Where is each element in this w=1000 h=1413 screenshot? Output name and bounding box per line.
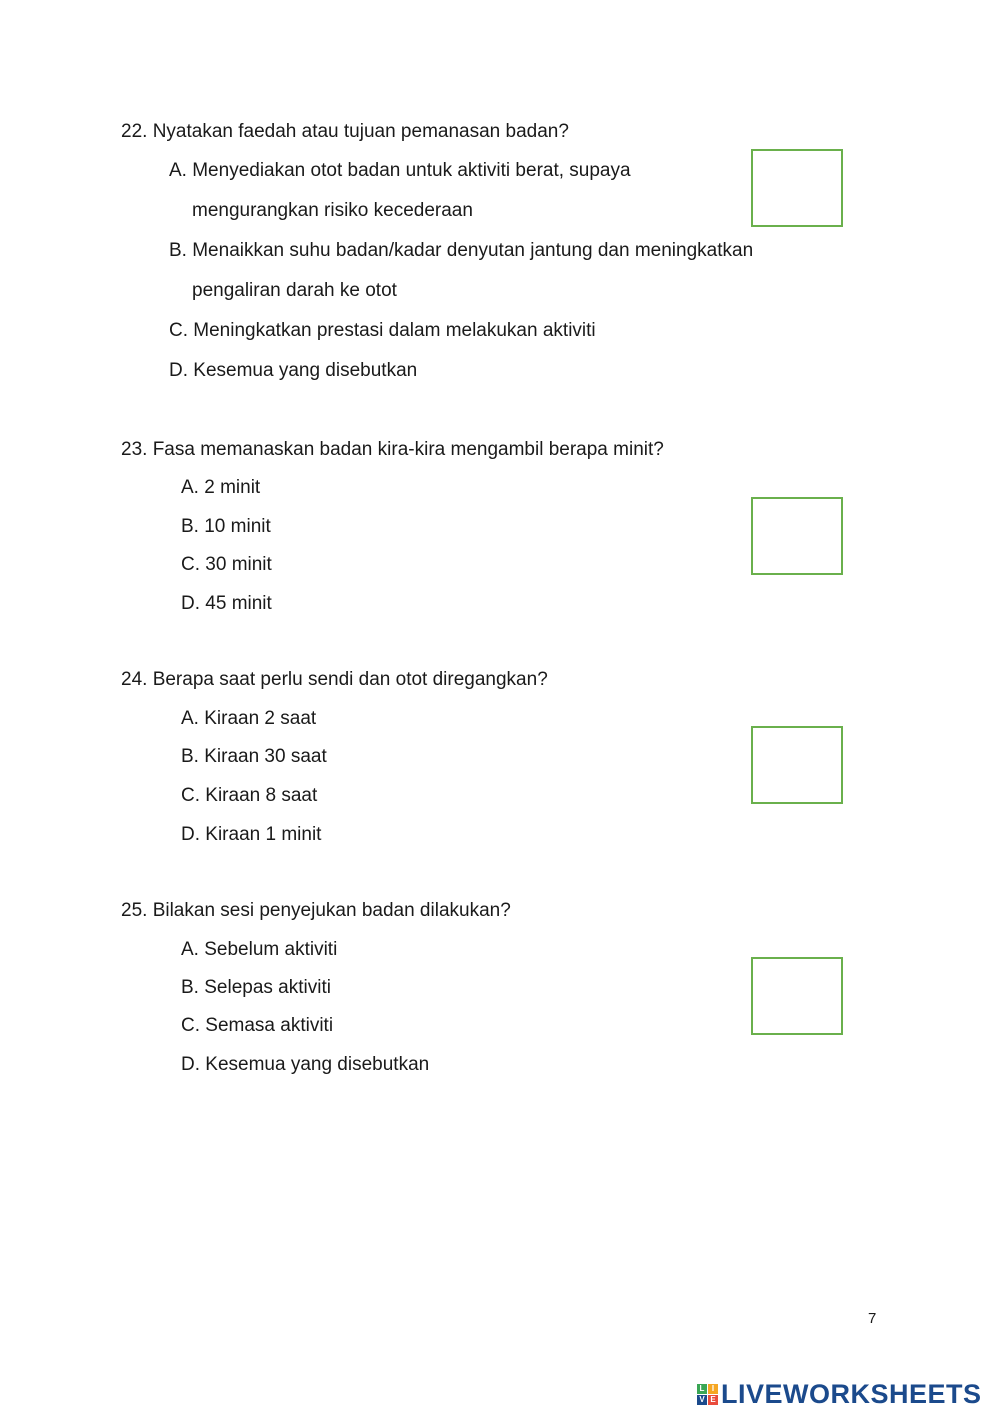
q23-option-c: C. 30 minit <box>181 554 272 575</box>
q23-option-b: B. 10 minit <box>181 516 271 537</box>
q25-option-d: D. Kesemua yang disebutkan <box>181 1054 430 1075</box>
q23-option-a: A. 2 minit <box>181 477 261 498</box>
brand-name: LIVEWORKSHEETS <box>721 1378 982 1409</box>
question-22: 22. Nyatakan faedah atau tujuan pemanasan badan? <box>121 121 569 142</box>
logo-grid-icon <box>697 1384 718 1405</box>
question-23: 23. Fasa memanaskan badan kira-kira mengambil berapa minit? <box>121 439 664 460</box>
q22-option-a: A. Menyediakan otot badan untuk aktiviti berat, supaya <box>169 160 631 181</box>
q22-option-a-cont: mengurangkan risiko kecederaan <box>192 200 473 221</box>
logo-letter-i: I <box>708 1384 718 1394</box>
q22-option-d: D. Kesemua yang disebutkan <box>169 360 418 381</box>
page-number: 7 <box>868 1310 877 1327</box>
q25-option-a: A. Sebelum aktiviti <box>181 939 338 960</box>
q23-option-d: D. 45 minit <box>181 593 272 614</box>
q24-option-d: D. Kiraan 1 minit <box>181 824 322 845</box>
logo-letter-e: E <box>708 1395 718 1405</box>
question-24: 24. Berapa saat perlu sendi dan otot diregangkan? <box>121 669 548 690</box>
q22-answer-box[interactable] <box>751 149 843 227</box>
q24-option-c: C. Kiraan 8 saat <box>181 785 318 806</box>
q25-option-b: B. Selepas aktiviti <box>181 977 331 998</box>
q24-answer-box[interactable] <box>751 726 843 804</box>
q22-option-c: C. Meningkatkan prestasi dalam melakukan aktiviti <box>169 320 596 341</box>
liveworksheets-logo <box>697 1378 982 1410</box>
q25-option-c: C. Semasa aktiviti <box>181 1015 334 1036</box>
logo-letter-l: L <box>697 1384 707 1394</box>
logo-letter-v: V <box>697 1395 707 1405</box>
q22-option-b: B. Menaikkan suhu badan/kadar denyutan jantung dan meningkatkan <box>169 240 754 261</box>
q25-answer-box[interactable] <box>751 957 843 1035</box>
q24-option-a: A. Kiraan 2 saat <box>181 708 317 729</box>
q22-option-b-cont: pengaliran darah ke otot <box>192 280 397 301</box>
question-25: 25. Bilakan sesi penyejukan badan dilakukan? <box>121 900 511 921</box>
q23-answer-box[interactable] <box>751 497 843 575</box>
q24-option-b: B. Kiraan 30 saat <box>181 746 327 767</box>
